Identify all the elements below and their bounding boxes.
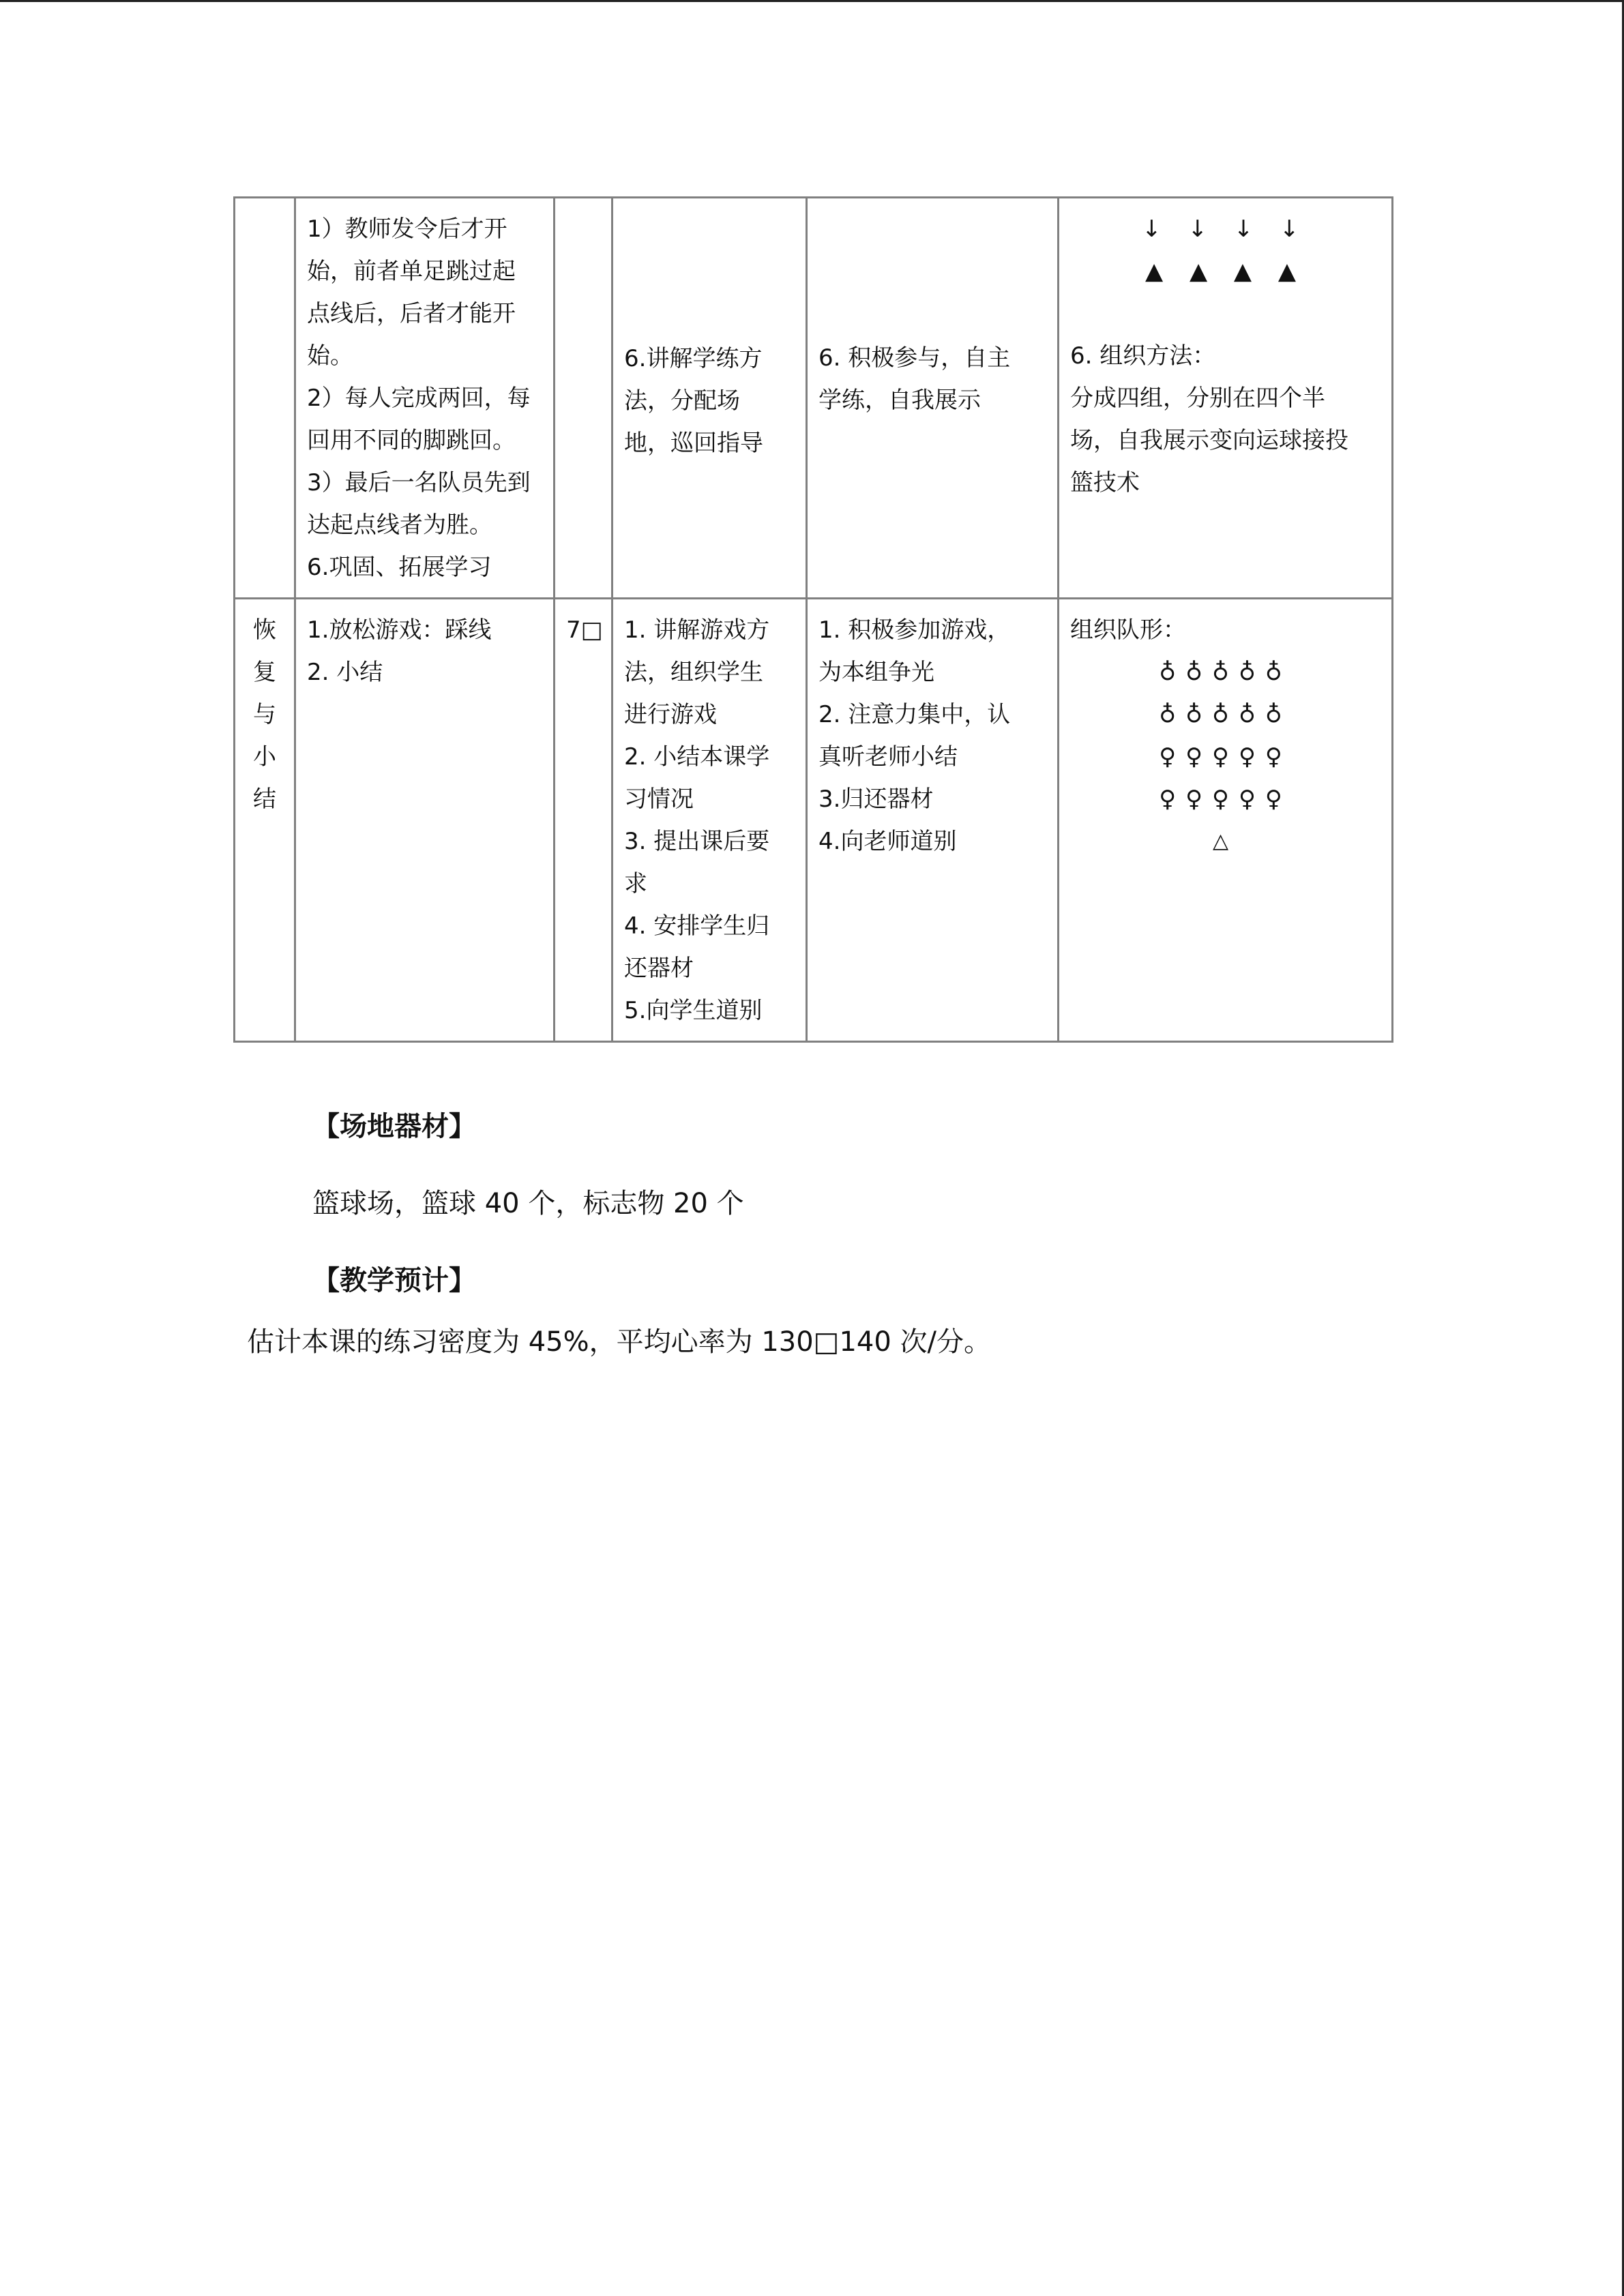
teacher-position-icon: △	[1212, 829, 1239, 853]
time-cell: 7□	[555, 599, 612, 1042]
equipment-text: 篮球场，篮球 40 个，标志物 20 个	[312, 1188, 744, 1219]
female-students-row-icon: ♀♀♀♀♀	[1159, 786, 1292, 813]
content-line: 始。	[307, 342, 353, 370]
content-line: 始，前者单足跳过起	[307, 258, 516, 285]
teacher-line: 法，组织学生	[624, 659, 763, 686]
student-line: 3.归还器材	[818, 786, 934, 813]
content-line: 1）教师发令后才开	[307, 215, 507, 243]
teacher-line: 1. 讲解游戏方	[624, 616, 770, 644]
teacher-line: 地，巡回指导	[624, 429, 763, 457]
movement-arrows-icon: ↓ ↓ ↓ ↓	[1142, 215, 1309, 243]
equipment-title: 【场地器材】	[312, 1111, 476, 1142]
student-line: 6. 积极参与，自主	[818, 344, 1011, 372]
organization-title: 组织队形：	[1070, 616, 1186, 644]
table-row	[235, 198, 1393, 599]
content-line: 点线后，后者才能开	[307, 300, 516, 327]
female-students-row-icon: ♀♀♀♀♀	[1159, 743, 1292, 771]
student-line: 为本组争光	[818, 659, 934, 686]
stage-cell: 恢复与小结	[235, 599, 295, 1042]
teacher-line: 法，分配场	[624, 387, 740, 415]
forecast-title: 【教学预计】	[312, 1265, 476, 1296]
student-line: 学练，自我展示	[818, 386, 981, 414]
lesson-plan-table	[233, 196, 1393, 1043]
teacher-activity-cell	[612, 198, 807, 599]
organization-line: 场，自我展示变向运球接投	[1070, 427, 1348, 454]
content-line: 3）最后一名队员先到	[307, 469, 531, 496]
teacher-line: 5.向学生道别	[624, 997, 763, 1024]
organization-line: 分成四组，分别在四个半	[1070, 385, 1325, 412]
teacher-line: 2. 小结本课学	[624, 743, 770, 771]
content-line: 达起点线者为胜。	[307, 511, 492, 539]
teacher-line: 4. 安排学生归	[624, 912, 770, 940]
organization-line: 篮技术	[1070, 469, 1140, 496]
student-line: 2. 注意力集中，认	[818, 701, 1011, 728]
teacher-line: 还器材	[624, 955, 694, 982]
table-row	[235, 599, 1393, 1042]
organization-cell	[1059, 599, 1393, 1042]
stage-cell	[235, 198, 295, 599]
marker-triangles-icon: ▲ ▲ ▲ ▲	[1145, 258, 1305, 285]
content-line: 回用不同的脚跳回。	[307, 427, 516, 454]
student-activity-cell	[807, 198, 1059, 599]
teacher-line: 6.讲解学练方	[624, 344, 763, 372]
organization-cell	[1059, 198, 1393, 599]
student-line: 真听老师小结	[818, 743, 958, 771]
organization-line: 6. 组织方法：	[1070, 342, 1216, 370]
content-line: 1.放松游戏：踩线	[307, 616, 492, 644]
forecast-text: 估计本课的练习密度为 45%，平均心率为 130□140 次/分。	[247, 1326, 992, 1358]
student-activity-cell	[807, 599, 1059, 1042]
male-students-row-icon: ♁♁♁♁♁	[1159, 659, 1292, 686]
student-line: 1. 积极参加游戏，	[818, 616, 1011, 644]
teacher-line: 进行游戏	[624, 701, 717, 728]
content-cell	[295, 198, 555, 599]
time-cell	[555, 198, 612, 599]
teacher-line: 习情况	[624, 786, 694, 813]
student-line: 4.向老师道别	[818, 828, 957, 855]
content-line: 6.巩固、拓展学习	[307, 554, 492, 581]
content-line: 2）每人完成两回，每	[307, 385, 531, 412]
male-students-row-icon: ♁♁♁♁♁	[1159, 701, 1292, 728]
page-top-border	[0, 0, 1624, 2]
content-cell	[295, 599, 555, 1042]
teacher-line: 求	[624, 870, 647, 897]
teacher-line: 3. 提出课后要	[624, 828, 770, 855]
content-line: 2. 小结	[307, 659, 383, 686]
teacher-activity-cell	[612, 599, 807, 1042]
